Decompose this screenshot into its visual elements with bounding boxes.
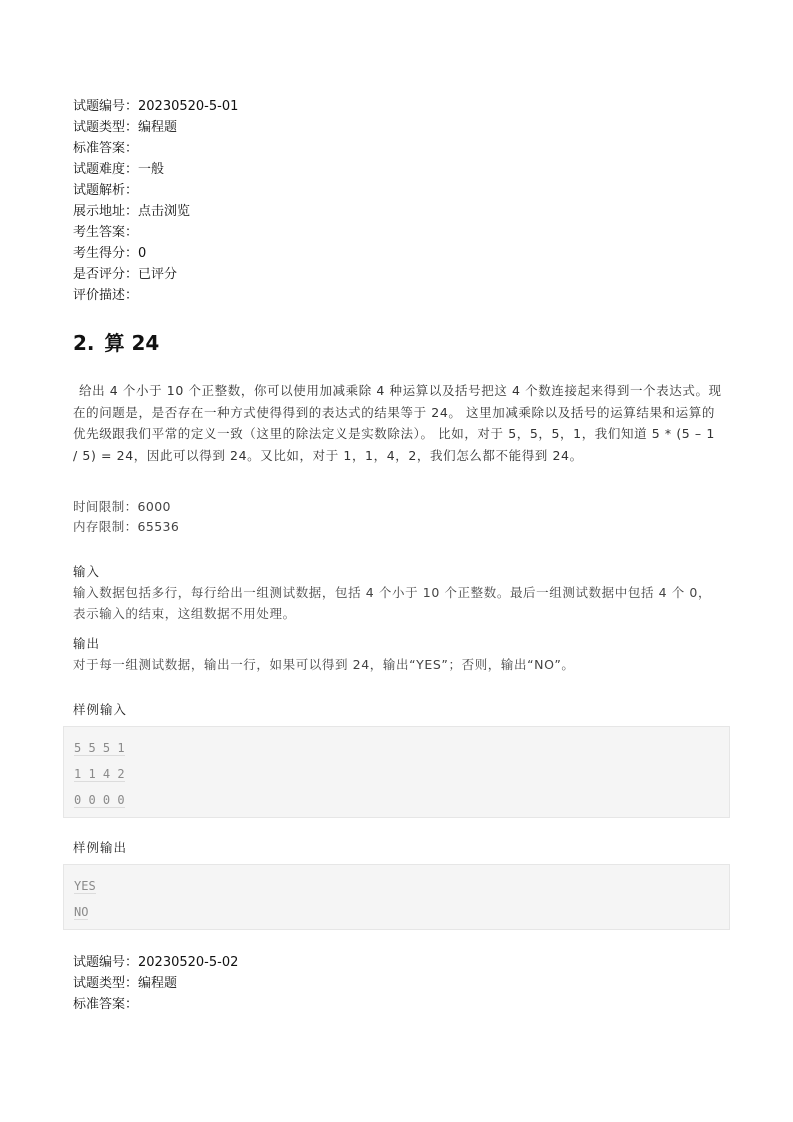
meta-display-url: 展示地址：点击浏览 (73, 204, 191, 219)
sample-output-box (63, 864, 730, 930)
meta-graded: 是否评分：已评分 (73, 267, 178, 282)
memory-limit: 内存限制：65536 (73, 519, 180, 534)
sample-output-line: YES (74, 879, 96, 893)
problem-limits (73, 497, 179, 537)
problem-description: 给出 4 个小于 10 个正整数，你可以使用加减乘除 4 种运算以及括号把这 4 个数连接起来得到一个表达式。现在的问题是，是否存在一种方式使得得到的表达式的结果等于 24。 这里加减乘除以及括号的运算结果和运算的优先级跟我们平常的定义一致（这里的除法定义是实数除法）。 比如，对于 5，5，5，1，我们知道 5 * (5 – 1 / 5) = 24，因此可以得到 24。又比如，对于 1，1，4，2，我们怎么都不能得到 24。 (73, 383, 722, 463)
meta-difficulty: 试题难度：一般 (73, 162, 165, 177)
output-description: 对于每一组测试数据，输出一行，如果可以得到 24，输出“YES”；否则，输出“NO”。 (73, 657, 575, 672)
meta-question-id: 试题编号：20230520-5-01 (73, 99, 239, 114)
sample-input-heading: 样例输入 (73, 702, 128, 717)
meta-analysis: 试题解析： (73, 183, 139, 198)
sample-input-line: 5 5 5 1 (74, 741, 125, 755)
question-meta-top (73, 96, 238, 306)
meta-question-id: 试题编号：20230520-5-02 (73, 955, 239, 970)
problem-title-text: 算 24 (104, 331, 160, 355)
problem-title (73, 328, 159, 358)
sample-output-heading: 样例输出 (73, 840, 128, 855)
meta-evaluation: 评价描述： (73, 288, 139, 303)
time-limit: 时间限制：6000 (73, 499, 171, 514)
meta-standard-answer: 标准答案： (73, 141, 139, 156)
sample-input-line: 0 0 0 0 (74, 793, 125, 807)
problem-number: 2. (73, 331, 95, 355)
sample-input-box (63, 726, 730, 818)
meta-question-type: 试题类型：编程题 (73, 976, 178, 991)
meta-standard-answer: 标准答案： (73, 997, 139, 1012)
sample-input-line: 1 1 4 2 (74, 767, 125, 781)
input-description: 输入数据包括多行，每行给出一组测试数据，包括 4 个小于 10 个正整数。最后一组测试数据中包括 4 个 0，表示输入的结束，这组数据不用处理。 (73, 585, 712, 621)
output-heading: 输出 (73, 636, 101, 651)
meta-question-type: 试题类型：编程题 (73, 120, 178, 135)
sample-output-line: NO (74, 905, 89, 919)
meta-student-score: 考生得分：0 (73, 246, 147, 261)
question-meta-bottom (73, 952, 238, 1015)
input-heading: 输入 (73, 564, 101, 579)
meta-student-answer: 考生答案： (73, 225, 139, 240)
